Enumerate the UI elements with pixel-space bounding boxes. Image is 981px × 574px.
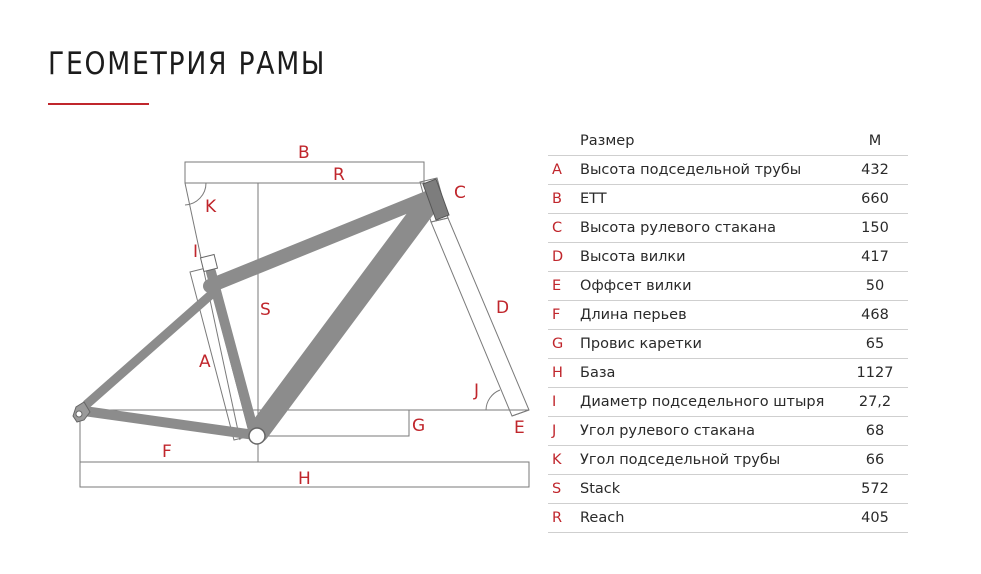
header-size: M	[842, 126, 908, 156]
row-name: Диаметр подседельного штыря	[580, 388, 842, 417]
table-row	[548, 243, 908, 272]
label-A: A	[199, 352, 211, 372]
label-D: D	[496, 298, 510, 318]
header-code-cell	[548, 126, 580, 156]
row-value: 66	[842, 446, 908, 475]
row-code: J	[548, 417, 580, 446]
head-angle-arc	[486, 390, 500, 410]
row-value: 405	[842, 504, 908, 533]
effective-top-tube-box	[185, 162, 424, 183]
row-name: Stack	[580, 475, 842, 504]
row-name: Угол рулевого стакана	[580, 417, 842, 446]
table-row	[548, 446, 908, 475]
row-name: ETT	[580, 185, 842, 214]
row-code: I	[548, 388, 580, 417]
geometry-table	[548, 126, 908, 533]
row-name: Оффсет вилки	[580, 272, 842, 301]
row-name: Угол подседельной трубы	[580, 446, 842, 475]
row-code: C	[548, 214, 580, 243]
table-row	[548, 359, 908, 388]
row-name: Длина перьев	[580, 301, 842, 330]
label-K: K	[205, 197, 217, 217]
row-value: 65	[842, 330, 908, 359]
label-I: I	[193, 242, 199, 262]
row-code: K	[548, 446, 580, 475]
row-value: 1127	[842, 359, 908, 388]
table-row	[548, 330, 908, 359]
fork-offset-line	[512, 410, 529, 416]
row-value: 432	[842, 156, 908, 185]
label-G: G	[412, 416, 426, 436]
table-row	[548, 272, 908, 301]
table-row	[548, 475, 908, 504]
row-code: E	[548, 272, 580, 301]
fork-length-box	[431, 218, 529, 416]
row-value: 417	[842, 243, 908, 272]
label-R: R	[333, 165, 345, 185]
table-row	[548, 417, 908, 446]
table-row	[548, 185, 908, 214]
header-name: Размер	[580, 126, 842, 156]
row-name: Провис каретки	[580, 330, 842, 359]
table-row	[548, 388, 908, 417]
seat-angle-arc	[185, 183, 206, 205]
row-value: 50	[842, 272, 908, 301]
row-code: R	[548, 504, 580, 533]
rear-axle	[76, 411, 82, 417]
row-value: 68	[842, 417, 908, 446]
table-row	[548, 156, 908, 185]
seatpost-clamp	[201, 255, 218, 272]
table-row	[548, 504, 908, 533]
row-name: База	[580, 359, 842, 388]
label-C: C	[454, 183, 466, 203]
row-value: 572	[842, 475, 908, 504]
row-name: Reach	[580, 504, 842, 533]
row-value: 27,2	[842, 388, 908, 417]
label-E: E	[514, 418, 525, 438]
label-J: J	[474, 381, 480, 401]
row-value: 660	[842, 185, 908, 214]
row-name: Высота подседельной трубы	[580, 156, 842, 185]
row-value: 150	[842, 214, 908, 243]
bottom-bracket	[249, 428, 265, 444]
row-code: D	[548, 243, 580, 272]
label-S: S	[260, 300, 271, 320]
table-header-row	[548, 126, 908, 156]
row-name: Высота вилки	[580, 243, 842, 272]
label-H: H	[298, 469, 311, 489]
page-title: ГЕОМЕТРИЯ РАМЫ	[48, 46, 327, 82]
row-code: G	[548, 330, 580, 359]
label-F: F	[162, 442, 172, 462]
row-code: A	[548, 156, 580, 185]
row-code: H	[548, 359, 580, 388]
row-code: F	[548, 301, 580, 330]
row-name: Высота рулевого стакана	[580, 214, 842, 243]
row-code: S	[548, 475, 580, 504]
label-B: B	[298, 143, 310, 163]
seat-stay	[87, 292, 214, 404]
row-code: B	[548, 185, 580, 214]
seat-tube	[211, 272, 254, 432]
table-row	[548, 214, 908, 243]
row-value: 468	[842, 301, 908, 330]
table-row	[548, 301, 908, 330]
